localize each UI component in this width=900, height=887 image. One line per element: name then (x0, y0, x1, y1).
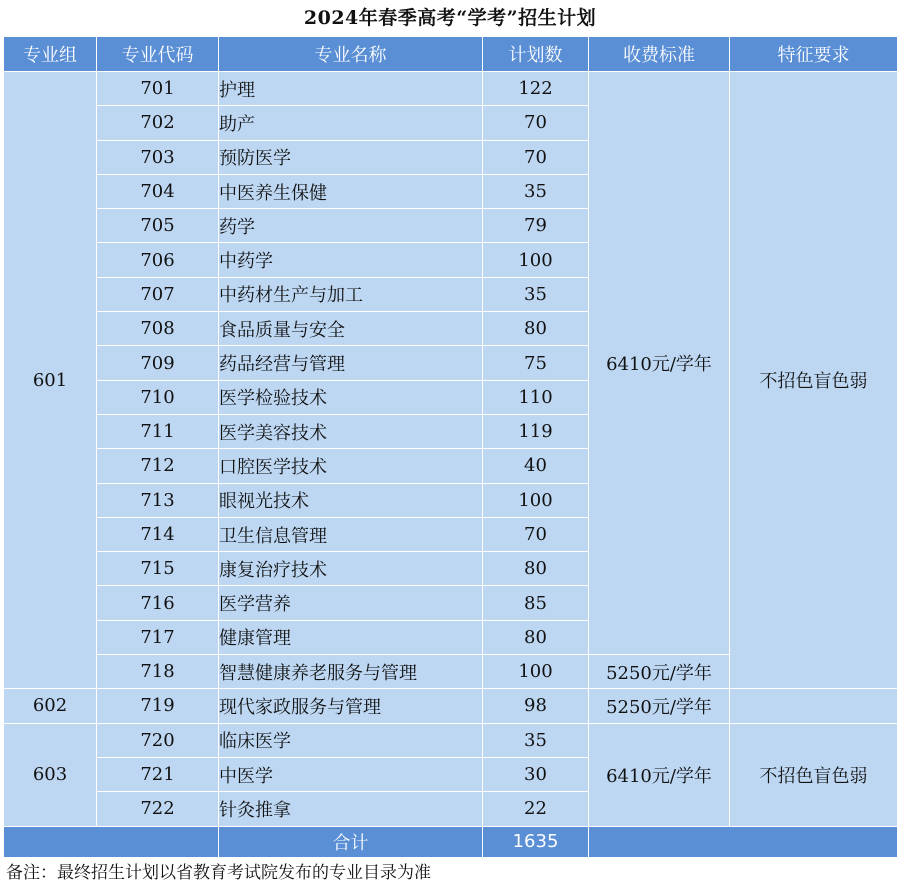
fee-cell: 6410元/学年 (589, 723, 730, 826)
name-cell: 现代家政服务与管理 (219, 689, 483, 723)
group-cell: 603 (4, 723, 97, 826)
table-row (4, 723, 898, 757)
code-cell: 712 (97, 449, 219, 483)
total-value: 1635 (483, 826, 589, 857)
requirement-cell: 不招色盲色弱 (730, 72, 898, 689)
table-row (4, 689, 898, 723)
name-cell: 卫生信息管理 (219, 517, 483, 551)
count-cell: 80 (483, 620, 589, 654)
name-cell: 中医养生保健 (219, 174, 483, 208)
name-cell: 针灸推拿 (219, 792, 483, 826)
count-cell: 80 (483, 552, 589, 586)
name-cell: 康复治疗技术 (219, 552, 483, 586)
name-cell: 预防医学 (219, 140, 483, 174)
header-fee: 收费标准 (589, 37, 730, 72)
count-cell: 85 (483, 586, 589, 620)
code-cell: 703 (97, 140, 219, 174)
code-cell: 704 (97, 174, 219, 208)
code-cell: 721 (97, 757, 219, 791)
count-cell: 100 (483, 655, 589, 689)
code-cell: 708 (97, 312, 219, 346)
count-cell: 100 (483, 243, 589, 277)
enrollment-plan-table (3, 36, 898, 858)
name-cell: 中医学 (219, 757, 483, 791)
count-cell: 70 (483, 106, 589, 140)
name-cell: 医学美容技术 (219, 414, 483, 448)
code-cell: 716 (97, 586, 219, 620)
code-cell: 707 (97, 277, 219, 311)
count-cell: 70 (483, 517, 589, 551)
count-cell: 79 (483, 209, 589, 243)
code-cell: 702 (97, 106, 219, 140)
count-cell: 40 (483, 449, 589, 483)
count-cell: 80 (483, 312, 589, 346)
code-cell: 709 (97, 346, 219, 380)
header-requirement: 特征要求 (730, 37, 898, 72)
code-cell: 715 (97, 552, 219, 586)
code-cell: 720 (97, 723, 219, 757)
name-cell: 药品经营与管理 (219, 346, 483, 380)
total-label: 合计 (219, 826, 483, 857)
table-row (4, 72, 898, 106)
footnote: 备注：最终招生计划以省教育考试院发布的专业目录为准 (6, 863, 431, 883)
code-cell: 714 (97, 517, 219, 551)
fee-cell: 5250元/学年 (589, 689, 730, 723)
name-cell: 助产 (219, 106, 483, 140)
header-code: 专业代码 (97, 37, 219, 72)
count-cell: 70 (483, 140, 589, 174)
name-cell: 药学 (219, 209, 483, 243)
count-cell: 98 (483, 689, 589, 723)
fee-cell: 5250元/学年 (589, 655, 730, 689)
code-cell: 705 (97, 209, 219, 243)
total-row (4, 826, 898, 857)
name-cell: 医学检验技术 (219, 380, 483, 414)
name-cell: 中药学 (219, 243, 483, 277)
group-cell: 602 (4, 689, 97, 723)
requirement-cell: 不招色盲色弱 (730, 723, 898, 826)
count-cell: 100 (483, 483, 589, 517)
total-spacer (4, 826, 219, 857)
code-cell: 711 (97, 414, 219, 448)
name-cell: 智慧健康养老服务与管理 (219, 655, 483, 689)
name-cell: 食品质量与安全 (219, 312, 483, 346)
code-cell: 718 (97, 655, 219, 689)
name-cell: 中药材生产与加工 (219, 277, 483, 311)
name-cell: 临床医学 (219, 723, 483, 757)
code-cell: 706 (97, 243, 219, 277)
code-cell: 710 (97, 380, 219, 414)
name-cell: 健康管理 (219, 620, 483, 654)
header-count: 计划数 (483, 37, 589, 72)
count-cell: 30 (483, 757, 589, 791)
count-cell: 110 (483, 380, 589, 414)
page-title: 2024年春季高考“学考”招生计划 (303, 7, 597, 29)
name-cell: 眼视光技术 (219, 483, 483, 517)
table-header-row (4, 37, 898, 72)
name-cell: 口腔医学技术 (219, 449, 483, 483)
header-group: 专业组 (4, 37, 97, 72)
header-name: 专业名称 (219, 37, 483, 72)
requirement-cell (730, 689, 898, 723)
count-cell: 22 (483, 792, 589, 826)
name-cell: 护理 (219, 72, 483, 106)
count-cell: 35 (483, 174, 589, 208)
name-cell: 医学营养 (219, 586, 483, 620)
group-cell: 601 (4, 72, 97, 689)
count-cell: 35 (483, 277, 589, 311)
count-cell: 35 (483, 723, 589, 757)
code-cell: 719 (97, 689, 219, 723)
count-cell: 122 (483, 72, 589, 106)
fee-cell: 6410元/学年 (589, 72, 730, 655)
code-cell: 701 (97, 72, 219, 106)
count-cell: 119 (483, 414, 589, 448)
code-cell: 722 (97, 792, 219, 826)
count-cell: 75 (483, 346, 589, 380)
code-cell: 717 (97, 620, 219, 654)
total-spacer-right (589, 826, 898, 857)
code-cell: 713 (97, 483, 219, 517)
